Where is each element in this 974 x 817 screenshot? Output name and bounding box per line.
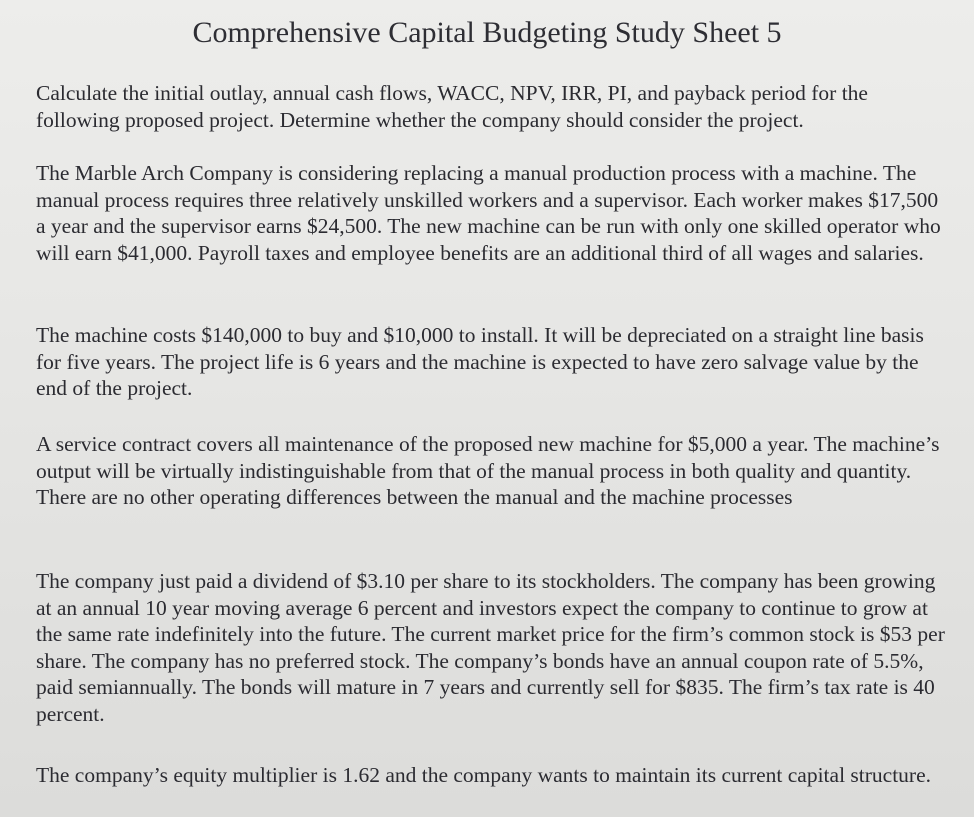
document-title: Comprehensive Capital Budgeting Study Sheet 5: [192, 16, 782, 49]
paragraph-capital-structure: The company’s equity multiplier is 1.62 and the company wants to maintain its current capital structure.: [36, 763, 932, 787]
paragraph-cost-of-capital: The company just paid a dividend of $3.10 per share to its stockholders. The company has been growing at an annual 10 year moving average 6 percent and investors expect the company to continue to grow at the same rate indefinitely into the future. The current market price for the firm’s common stock is $53 per share. The company has no preferred stock. The company’s bonds have an annual coupon rate of 5.5%, paid semiannually. The bonds will mature in 7 years and currently sell for $835. The firm’s tax rate is 40 percent.: [36, 569, 945, 726]
paragraph-service-contract: A service contract covers all maintenance of the proposed new machine for $5,000 a year. The machine’s output will be virtually indistinguishable from that of the manual process in both quality and quantity. There are no other operating differences between the manual and the machine processes: [36, 432, 940, 509]
instructions-paragraph: Calculate the initial outlay, annual cash flows, WACC, NPV, IRR, PI, and payback period for the following proposed project. Determine whether the company should consider the project.: [36, 81, 868, 132]
paragraph-machine-cost: The machine costs $140,000 to buy and $10,000 to install. It will be depreciated on a straight line basis for five years. The project life is 6 years and the machine is expected to have zero salvage value by the end of the project.: [36, 323, 924, 400]
paragraph-labor-costs: The Marble Arch Company is considering replacing a manual production process with a machine. The manual process requires three relatively unskilled workers and a supervisor. Each worker makes $17,500 a year and the supervisor earns $24,500. The new machine can be run with only one skilled operator who will earn $41,000. Payroll taxes and employee benefits are an additional third of all wages and salaries.: [36, 161, 941, 265]
